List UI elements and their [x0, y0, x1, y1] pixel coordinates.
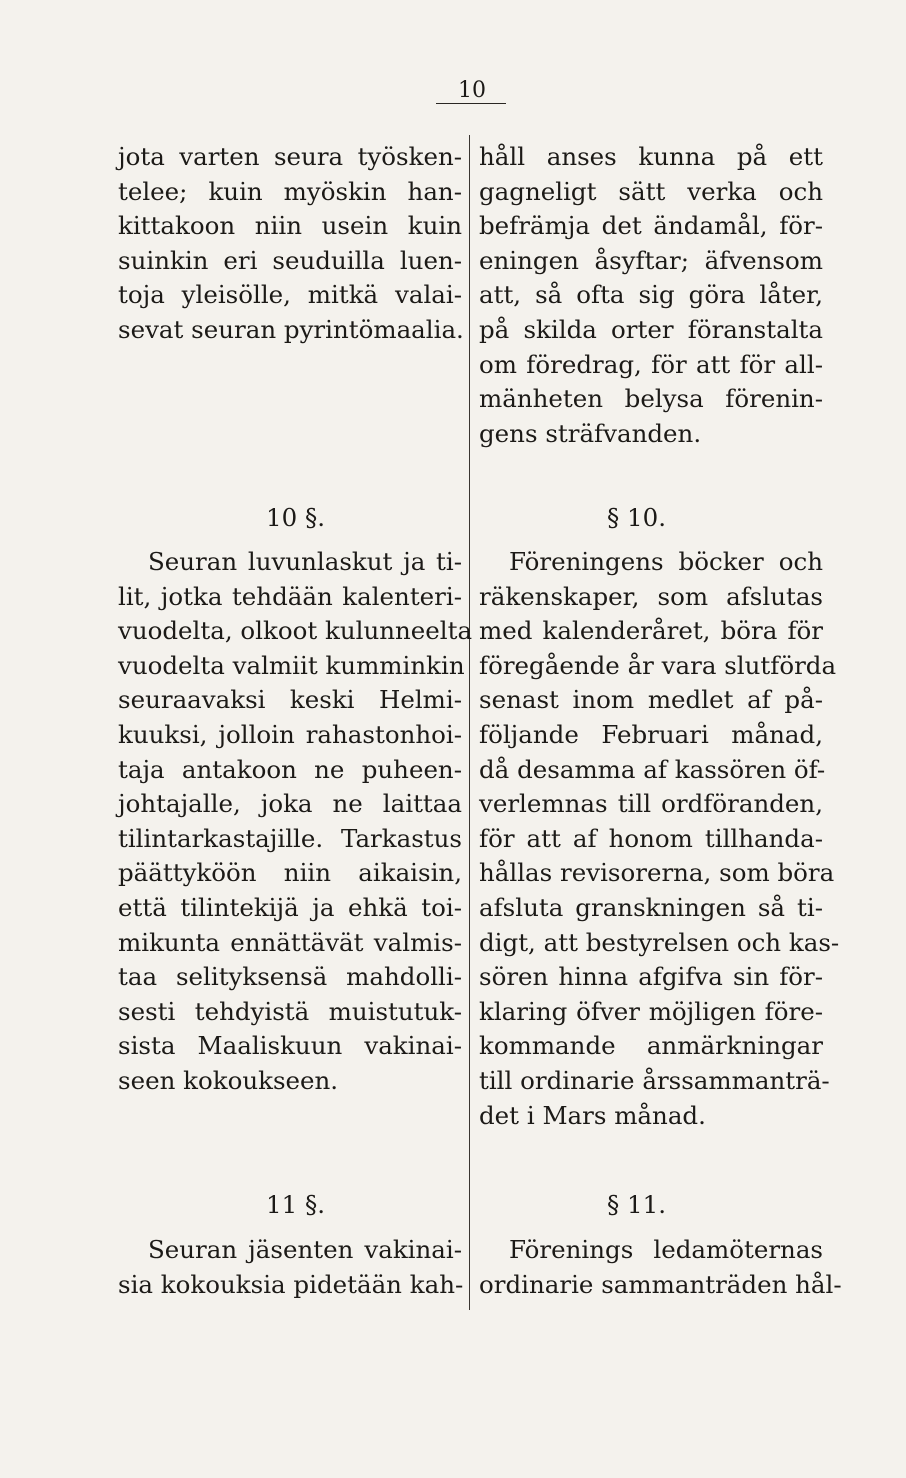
text-line: hållas revisorerna, som böra — [479, 858, 835, 888]
text-line: seuraavaksi keski Helmi- — [118, 685, 462, 715]
text-line: verlemnas till ordföranden, — [479, 789, 823, 819]
swedish-section-10-heading: § 10. — [607, 503, 667, 532]
text-line: ordinarie sammanträden hål- — [479, 1269, 842, 1299]
text-line: telee; kuin myöskin han- — [118, 176, 462, 206]
text-line: senast inom medlet af på- — [479, 685, 823, 715]
text-line: klaring öfver möjligen före- — [479, 996, 823, 1026]
finnish-section-11-paragraph — [118, 1233, 462, 1302]
text-line: vuodelta, olkoot kulunneelta — [118, 616, 473, 646]
swedish-section-10-paragraph — [479, 545, 840, 1133]
text-line: toja yleisölle, mitkä valai- — [118, 280, 462, 310]
finnish-intro-paragraph — [118, 140, 462, 348]
text-line: föregående år vara slutförda — [479, 650, 837, 680]
text-line: Förenings ledamöternas — [509, 1235, 823, 1264]
text-line: johtajalle, joka ne laittaa — [118, 789, 462, 819]
finnish-section-10-paragraph — [118, 545, 473, 1099]
text-line: sevat seuran pyrintömaalia. — [118, 314, 464, 344]
text-line: suinkin eri seuduilla luen- — [118, 245, 462, 275]
text-line: tilintarkastajille. Tarkastus — [118, 823, 462, 853]
text-line: håll anses kunna på ett — [479, 142, 823, 171]
text-line: för att af honom tillhanda- — [479, 823, 823, 853]
text-line: kittakoon niin usein kuin — [118, 211, 462, 241]
text-line: sia kokouksia pidetään kah- — [118, 1269, 464, 1299]
text-line: päättyköön niin aikaisin, — [118, 858, 462, 888]
text-line: sören hinna afgifva sin för- — [479, 962, 823, 992]
text-line: eningen åsyftar; äfvensom — [479, 245, 823, 275]
text-line: afsluta granskningen så ti- — [479, 892, 823, 922]
text-line: sesti tehdyistä muistutuk- — [118, 996, 462, 1026]
text-line: vuodelta valmiit kumminkin — [118, 650, 465, 680]
text-line: mänheten belysa förenin- — [479, 384, 823, 414]
text-line: seen kokoukseen. — [118, 1065, 339, 1095]
page-number-rule — [436, 103, 506, 104]
text-line: kuuksi, jolloin rahastonhoi- — [118, 719, 462, 749]
text-line: mikunta ennättävät valmis- — [118, 927, 462, 957]
text-line: että tilintekijä ja ehkä toi- — [118, 892, 462, 922]
finnish-section-10-heading: 10 §. — [266, 503, 326, 532]
text-line: följande Februari månad, — [479, 719, 823, 749]
swedish-section-11-heading: § 11. — [607, 1190, 667, 1219]
text-line: jota varten seura työsken- — [118, 142, 462, 171]
page-number: 10 — [458, 78, 486, 103]
text-line: det i Mars månad. — [479, 1100, 706, 1130]
swedish-intro-paragraph — [479, 140, 823, 451]
text-line: gagneligt sätt verka och — [479, 176, 823, 206]
text-line: Föreningens böcker och — [509, 547, 823, 576]
swedish-section-11-paragraph — [479, 1233, 842, 1302]
text-line: kommande anmärkningar — [479, 1031, 823, 1061]
text-line: Seuran luvunlaskut ja ti- — [148, 547, 462, 576]
text-line: att, så ofta sig göra låter, — [479, 280, 823, 310]
text-line: lit, jotka tehdään kalenteri- — [118, 581, 462, 611]
text-line: med kalenderåret, böra för — [479, 616, 823, 646]
text-line: räkenskaper, som afslutas — [479, 581, 823, 611]
column-divider — [469, 135, 470, 1310]
text-line: gens sträfvanden. — [479, 418, 702, 448]
text-line: taa selityksensä mahdolli- — [118, 962, 462, 992]
text-line: sista Maaliskuun vakinai- — [118, 1031, 462, 1061]
text-line: då desamma af kassören öf- — [479, 754, 826, 784]
text-line: Seuran jäsenten vakinai- — [148, 1235, 462, 1264]
text-line: taja antakoon ne puheen- — [118, 754, 462, 784]
text-line: om föredrag, för att för all- — [479, 349, 823, 379]
text-line: till ordinarie årssammanträ- — [479, 1065, 830, 1095]
text-line: på skilda orter föranstalta — [479, 314, 823, 344]
finnish-section-11-heading: 11 §. — [266, 1190, 326, 1219]
text-line: befrämja det ändamål, för- — [479, 211, 823, 241]
text-line: digt, att bestyrelsen och kas- — [479, 927, 840, 957]
